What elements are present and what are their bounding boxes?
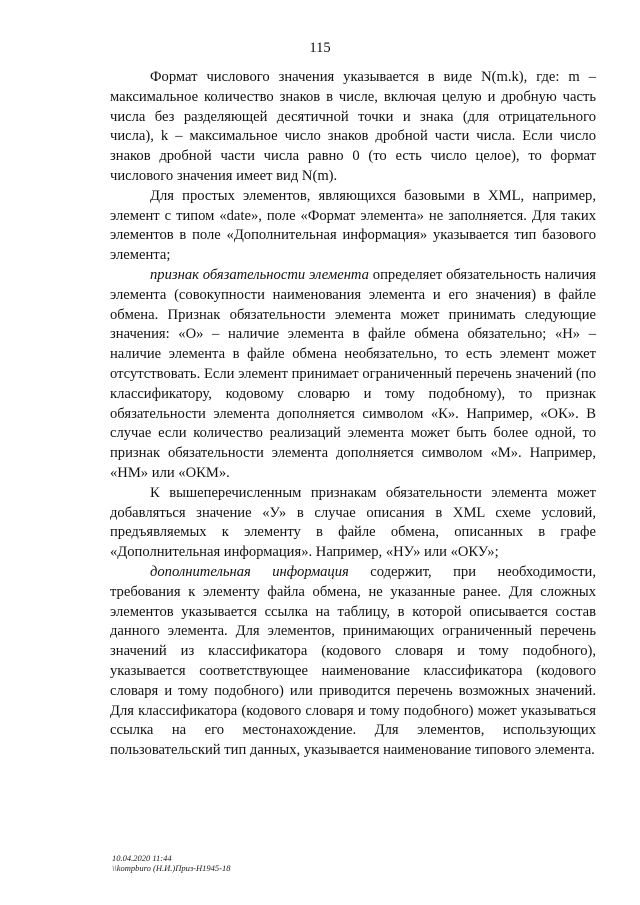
footer-file-path: \\kompburo (Н.И.)Приз-Н1945-18 <box>112 863 231 873</box>
paragraph-additional-info <box>110 563 596 761</box>
paragraph-mandatory-flag <box>110 266 596 484</box>
footer-timestamp: 10.04.2020 11:44 <box>112 853 172 863</box>
footer-stamp <box>112 853 230 873</box>
paragraph-condition-flag <box>110 484 596 563</box>
paragraph-number-format <box>110 68 596 187</box>
paragraph-text: К вышеперечисленным признакам обязательности элемента может добавляться значение «У» в случае описания в XML схеме условий, предъявляемых к элементу в файле обмена, описанных в графе «Дополнительная информация». Например, «НУ» или «ОКУ»; <box>110 484 596 561</box>
paragraph-text: Формат числового значения указывается в виде N(m.k), где: m – максимальное количество знаков в числе, включая целую и дробную часть числа без разделяющей десятичной точки и знака (для отрицательного числа), k – максимальное число знаков дробной части числа. Если число знаков дробной части числа равно 0 (то есть число целое), то формат числового значения имеет вид N(m). <box>110 69 596 184</box>
document-body <box>110 68 596 761</box>
paragraph-text: содержит, при необходимости, требования к элементу файла обмена, не указанные ранее. Для сложных элементов указывается ссылка на таблицу, в которой описывается состав данного элемента. Для элементов, принимающих ограниченный перечень значений из классификатора (кодового словаря и тому подобного), указывается соответствующее наименование классификатора (кодового словаря и тому подобного) или приводится перечень возможных значений. Для классификатора (кодового словаря и тому подобного) может указываться ссылка на его местонахождение. Для элементов, использующих пользовательский тип данных, указывается наименование типового элемента. <box>110 563 596 759</box>
paragraph-simple-elements <box>110 187 596 266</box>
page-number: 115 <box>309 40 331 56</box>
term-lead: признак обязательности элемента <box>150 266 369 283</box>
term-lead: дополнительная информация <box>150 563 349 580</box>
paragraph-text: Для простых элементов, являющихся базовыми в XML, например, элемент с типом «date», поле «Формат элемента» не заполняется. Для таких элементов в поле «Дополнительная информация» указывается тип базового элемента; <box>110 187 596 264</box>
paragraph-text: определяет обязательность наличия элемента (совокупности наименования элемента и его значения) в файле обмена. Признак обязательности элемента может принимать следующие значения: «О» – наличие элемента в файле обмена обязательно; «Н» – наличие элемента в файле обмена необязательно, то есть элемент может отсутствовать. Если элемент принимает ограниченный перечень значений (по классификатору, кодовому словарю и тому подобному), то признак обязательности элемента дополняется символом «К». Например, «ОК». В случае если количество реализаций элемента может быть более одной, то признак обязательности элемента дополняется символом «М». Например, «НМ» или «ОКМ». <box>110 266 596 481</box>
